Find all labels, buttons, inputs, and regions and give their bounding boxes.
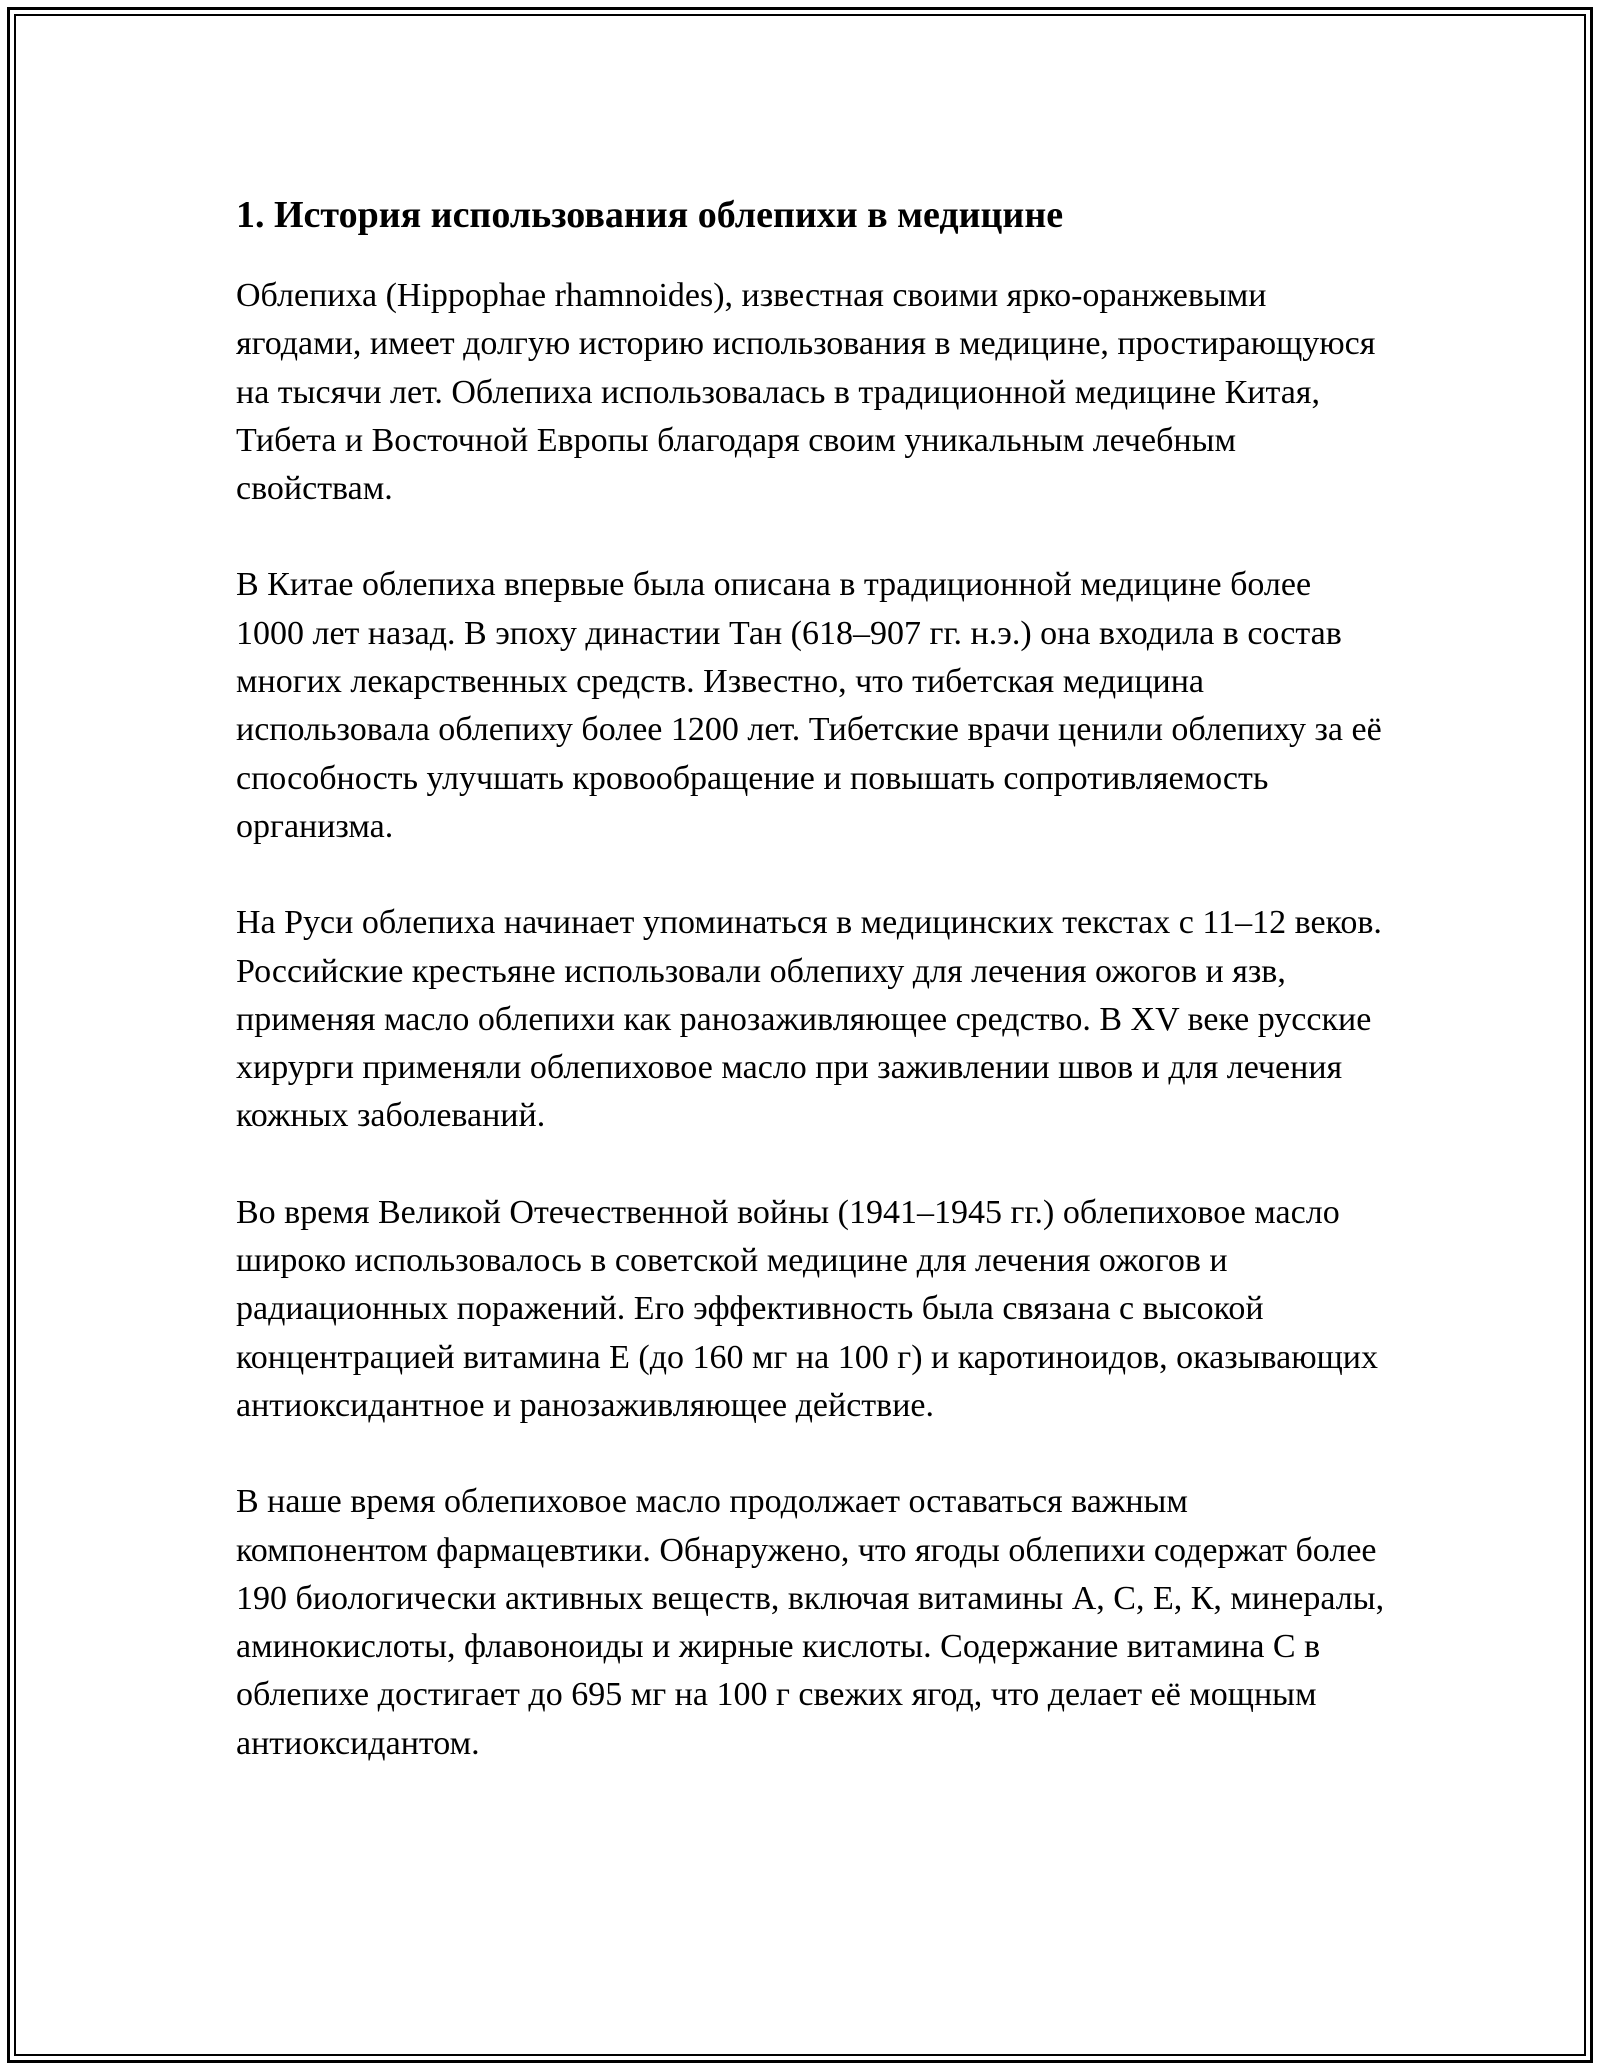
paragraph-intro: Облепиха (Hippophae rhamnoides), известная своими ярко-оранжевыми ягодами, имеет долгую историю использования в медицине, простирающуюся на тысячи лет. Облепиха использовалась в традиционной медицине Китая, Тибета и Восточной Европы благодаря своим уникальным лечебным свойствам. — [236, 277, 1376, 508]
paragraph-war: Во время Великой Отечественной войны (1941–1945 гг.) облепиховое масло широко использовалось в советской медицине для лечения ожогов и радиационных поражений. Его эффективность была связана с высокой концентрацией витамина Е (до 160 мг на 100 г) и каротиноидов, оказывающих антиоксидантное и ранозаживляющее действие. — [236, 1193, 1379, 1424]
paragraph-china-tibet: В Китае облепиха впервые была описана в традиционной медицине более 1000 лет назад. В эпоху династии Тан (618–907 гг. н.э.) она входила в состав многих лекарственных средств. Известно, что тибетская медицина использовала облепиху более 1200 лет. Тибетские врачи ценили облепиху за её способность улучшать кровообращение и повышать сопротивляемость организма. — [236, 566, 1382, 845]
paragraph-rus: На Руси облепиха начинает упоминаться в медицинских текстах с 11–12 веков. Российские крестьяне использовали облепиху для лечения ожогов и язв, применяя масло облепихи как ранозаживляющее средство. В XV веке русские хирурги применяли облепиховое масло при заживлении швов и для лечения кожных заболеваний. — [236, 904, 1382, 1135]
document-body — [236, 186, 1386, 1816]
paragraph-modern: В наше время облепиховое масло продолжает оставаться важным компонентом фармацевтики. Обнаружено, что ягоды облепихи содержат более 190 биологически активных веществ, включая витамины А, С, Е, К, минералы, аминокислоты, флавоноиды и жирные кислоты. Содержание витамина С в облепихе достигает до 695 мг на 100 г свежих ягод, что делает её мощным антиоксидантом. — [236, 1483, 1385, 1762]
section-heading: 1. История использования облепихи в медицине — [236, 194, 1064, 236]
